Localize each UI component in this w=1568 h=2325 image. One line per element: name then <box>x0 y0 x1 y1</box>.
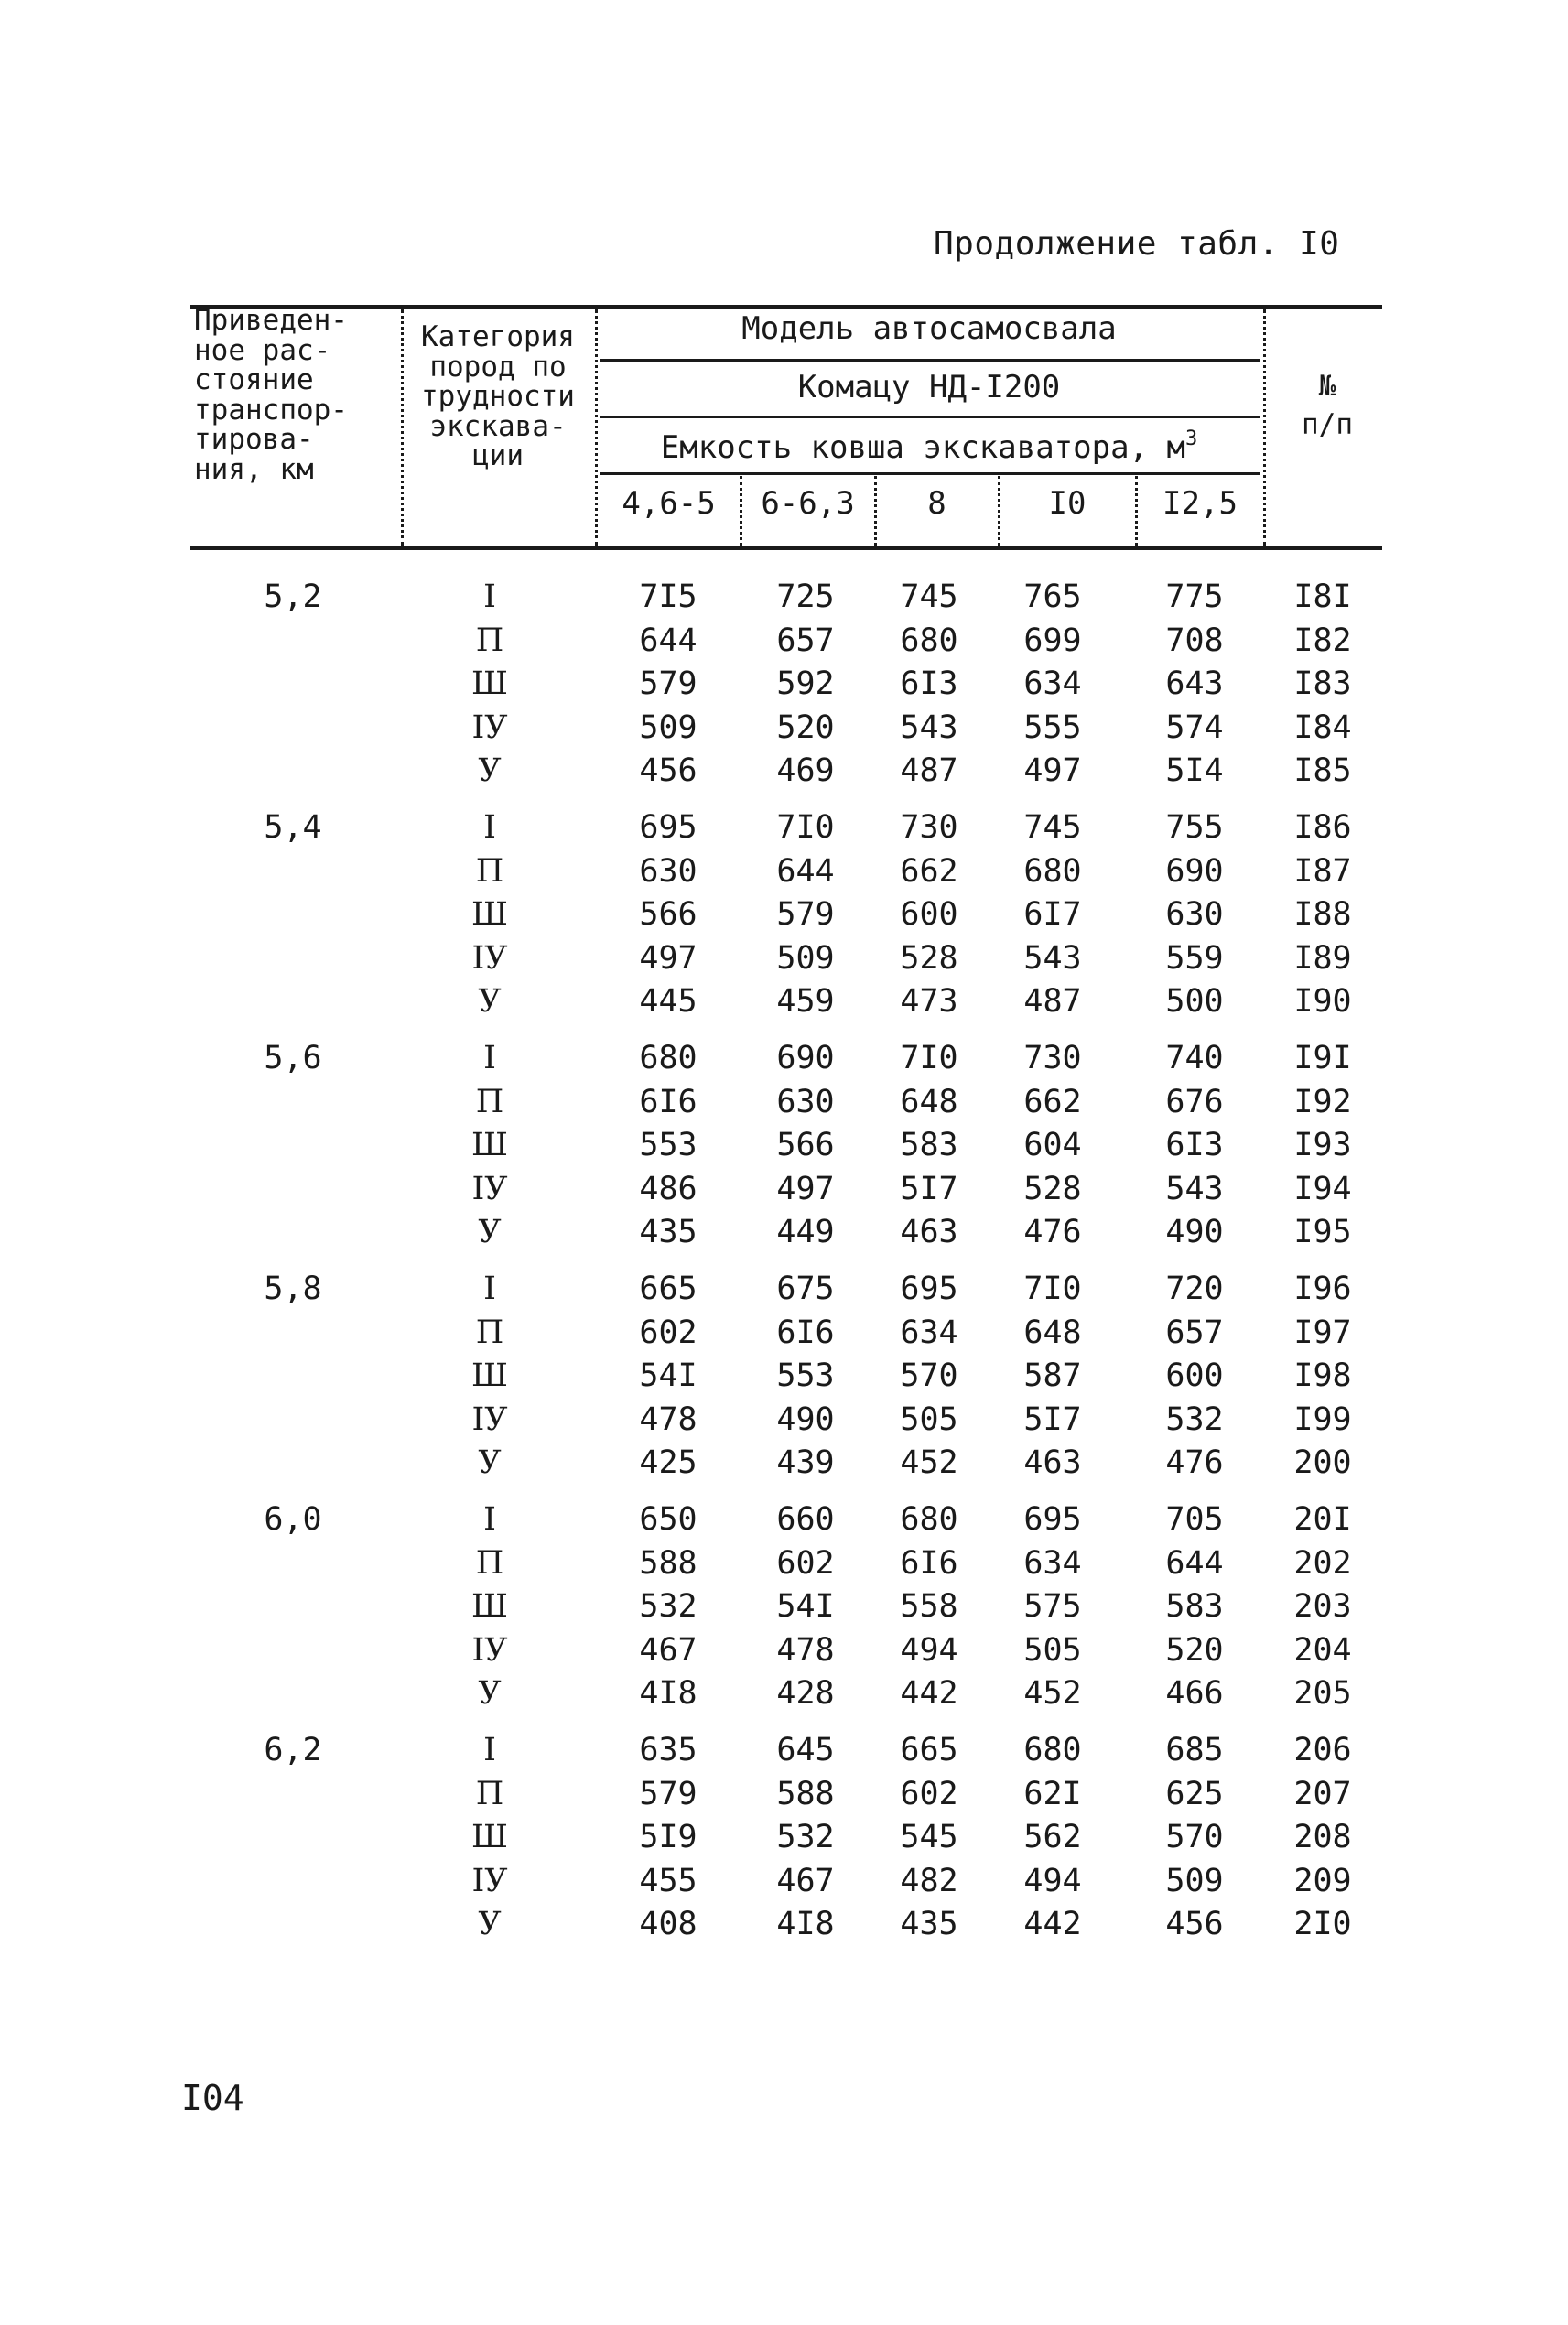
row-number-cell: I90 <box>1293 983 1352 1020</box>
row-number-cell: I86 <box>1293 809 1352 846</box>
category-cell: Ш <box>471 1357 508 1394</box>
row-number-cell: I82 <box>1293 622 1352 659</box>
table-row <box>0 1588 1568 1630</box>
value-cell: 583 <box>1165 1588 1224 1625</box>
cap-divider-1 <box>740 476 742 546</box>
category-cell: У <box>478 1675 502 1712</box>
value-cell: 6I7 <box>1023 896 1082 933</box>
category-cell: У <box>478 752 502 789</box>
value-cell: 588 <box>776 1776 835 1812</box>
value-cell: 455 <box>639 1863 697 1899</box>
value-cell: 6I6 <box>639 1084 697 1120</box>
value-cell: 520 <box>1165 1632 1224 1669</box>
value-cell: 463 <box>900 1214 958 1250</box>
value-cell: 755 <box>1165 809 1224 846</box>
row-number-cell: I83 <box>1293 665 1352 702</box>
table-row <box>0 1314 1568 1357</box>
table-row <box>0 1732 1568 1774</box>
value-cell: 566 <box>776 1127 835 1163</box>
table-row <box>0 1906 1568 1948</box>
value-cell: 473 <box>900 983 958 1020</box>
table-row <box>0 1040 1568 1082</box>
header-truck-model: Комацу НД-I200 <box>797 369 1061 406</box>
value-cell: 553 <box>639 1127 697 1163</box>
category-cell: Ш <box>471 1588 508 1625</box>
bucket-capacity-label: Емкость ковша экскаватора, м <box>660 429 1185 466</box>
value-cell: 644 <box>776 853 835 890</box>
value-cell: 559 <box>1165 940 1224 977</box>
table-row <box>0 622 1568 665</box>
row-number-cell: 205 <box>1293 1675 1352 1712</box>
value-cell: 695 <box>1023 1501 1082 1538</box>
value-cell: 579 <box>639 1776 697 1812</box>
table-row <box>0 1863 1568 1905</box>
category-cell: I <box>483 1732 496 1768</box>
category-cell: I <box>483 809 496 846</box>
row-number-cell: I84 <box>1293 709 1352 746</box>
category-cell: Ш <box>471 896 508 933</box>
row-number-cell: I92 <box>1293 1084 1352 1120</box>
value-cell: 5I9 <box>639 1819 697 1855</box>
row-number-cell: 209 <box>1293 1863 1352 1899</box>
value-cell: 725 <box>776 579 835 615</box>
value-cell: 676 <box>1165 1084 1224 1120</box>
value-cell: 497 <box>639 940 697 977</box>
value-cell: 439 <box>776 1444 835 1481</box>
value-cell: 634 <box>900 1314 958 1351</box>
distance-cell: 5,8 <box>264 1271 322 1307</box>
header-rule-1 <box>600 359 1260 362</box>
table-row <box>0 1401 1568 1444</box>
table-row <box>0 1084 1568 1126</box>
value-cell: 570 <box>900 1357 958 1394</box>
row-number-cell: I98 <box>1293 1357 1352 1394</box>
value-cell: 600 <box>1165 1357 1224 1394</box>
value-cell: 680 <box>639 1040 697 1076</box>
value-cell: 487 <box>900 752 958 789</box>
value-cell: 528 <box>1023 1171 1082 1207</box>
table-row <box>0 1127 1568 1169</box>
value-cell: 543 <box>900 709 958 746</box>
value-cell: 456 <box>639 752 697 789</box>
value-cell: 497 <box>1023 752 1082 789</box>
table-row <box>0 1171 1568 1213</box>
row-number-cell: 206 <box>1293 1732 1352 1768</box>
distance-cell: 6,0 <box>264 1501 322 1538</box>
category-cell: I <box>483 1501 496 1538</box>
distance-cell: 5,4 <box>264 809 322 846</box>
header-number: № п/п <box>1302 370 1353 441</box>
value-cell: 490 <box>1165 1214 1224 1250</box>
value-cell: 765 <box>1023 579 1082 615</box>
page-number: I04 <box>181 2078 244 2118</box>
value-cell: 575 <box>1023 1588 1082 1625</box>
value-cell: 730 <box>1023 1040 1082 1076</box>
value-cell: 634 <box>1023 665 1082 702</box>
value-cell: 625 <box>1165 1776 1224 1812</box>
value-cell: 466 <box>1165 1675 1224 1712</box>
distance-cell: 6,2 <box>264 1732 322 1768</box>
value-cell: 558 <box>900 1588 958 1625</box>
value-cell: 449 <box>776 1214 835 1250</box>
value-cell: 699 <box>1023 622 1082 659</box>
value-cell: 7I5 <box>639 579 697 615</box>
capacity-header: 6-6,3 <box>761 485 855 522</box>
value-cell: 680 <box>900 1501 958 1538</box>
table-row <box>0 1444 1568 1487</box>
category-cell: У <box>478 983 502 1020</box>
value-cell: 562 <box>1023 1819 1082 1855</box>
value-cell: 7I0 <box>776 809 835 846</box>
value-cell: 690 <box>1165 853 1224 890</box>
category-cell: I <box>483 579 496 615</box>
value-cell: 745 <box>1023 809 1082 846</box>
table-row <box>0 1501 1568 1543</box>
value-cell: 442 <box>900 1675 958 1712</box>
value-cell: 478 <box>776 1632 835 1669</box>
category-cell: IУ <box>471 1401 508 1438</box>
table-row <box>0 1357 1568 1400</box>
header-model: Модель автосамосвала <box>741 310 1117 347</box>
value-cell: 5I4 <box>1165 752 1224 789</box>
category-cell: У <box>478 1214 502 1250</box>
value-cell: 6I6 <box>776 1314 835 1351</box>
row-number-cell: I85 <box>1293 752 1352 789</box>
value-cell: 645 <box>776 1732 835 1768</box>
value-cell: 644 <box>639 622 697 659</box>
value-cell: 602 <box>639 1314 697 1351</box>
value-cell: 6I6 <box>900 1545 958 1582</box>
row-number-cell: I99 <box>1293 1401 1352 1438</box>
capacity-header: I2,5 <box>1162 485 1238 522</box>
value-cell: 532 <box>1165 1401 1224 1438</box>
category-cell: П <box>475 1776 504 1812</box>
value-cell: 730 <box>900 809 958 846</box>
value-cell: 532 <box>776 1819 835 1855</box>
category-cell: У <box>478 1444 502 1481</box>
value-cell: 54I <box>639 1357 697 1394</box>
value-cell: 574 <box>1165 709 1224 746</box>
row-number-cell: I94 <box>1293 1171 1352 1207</box>
value-cell: 509 <box>1165 1863 1224 1899</box>
value-cell: 650 <box>639 1501 697 1538</box>
value-cell: 648 <box>900 1084 958 1120</box>
value-cell: 579 <box>776 896 835 933</box>
value-cell: 644 <box>1165 1545 1224 1582</box>
table-row <box>0 1776 1568 1818</box>
value-cell: 604 <box>1023 1127 1082 1163</box>
value-cell: 690 <box>776 1040 835 1076</box>
value-cell: 648 <box>1023 1314 1082 1351</box>
value-cell: 708 <box>1165 622 1224 659</box>
row-number-cell: 203 <box>1293 1588 1352 1625</box>
value-cell: 442 <box>1023 1906 1082 1942</box>
value-cell: 680 <box>1023 853 1082 890</box>
row-number-cell: I93 <box>1293 1127 1352 1163</box>
value-cell: 630 <box>1165 896 1224 933</box>
value-cell: 543 <box>1165 1171 1224 1207</box>
table-header-bottom-rule <box>190 546 1382 550</box>
row-number-cell: I9I <box>1293 1040 1352 1076</box>
row-number-cell: 207 <box>1293 1776 1352 1812</box>
value-cell: 452 <box>900 1444 958 1481</box>
category-cell: Ш <box>471 1819 508 1855</box>
table-row <box>0 896 1568 938</box>
value-cell: 532 <box>639 1588 697 1625</box>
value-cell: 600 <box>900 896 958 933</box>
value-cell: 520 <box>776 709 835 746</box>
value-cell: 7I0 <box>1023 1271 1082 1307</box>
value-cell: 660 <box>776 1501 835 1538</box>
bucket-unit-sup: 3 <box>1184 427 1198 450</box>
value-cell: 665 <box>900 1732 958 1768</box>
value-cell: 720 <box>1165 1271 1224 1307</box>
category-cell: IУ <box>471 1863 508 1899</box>
value-cell: 657 <box>1165 1314 1224 1351</box>
value-cell: 657 <box>776 622 835 659</box>
table-row <box>0 1214 1568 1256</box>
value-cell: 570 <box>1165 1819 1224 1855</box>
value-cell: 467 <box>639 1632 697 1669</box>
value-cell: 509 <box>639 709 697 746</box>
category-cell: IУ <box>471 1171 508 1207</box>
value-cell: 592 <box>776 665 835 702</box>
value-cell: 695 <box>900 1271 958 1307</box>
value-cell: 476 <box>1023 1214 1082 1250</box>
value-cell: 467 <box>776 1863 835 1899</box>
category-cell: П <box>475 622 504 659</box>
row-number-cell: 208 <box>1293 1819 1352 1855</box>
cap-divider-3 <box>998 476 1000 546</box>
value-cell: 445 <box>639 983 697 1020</box>
value-cell: 685 <box>1165 1732 1224 1768</box>
value-cell: 579 <box>639 665 697 702</box>
category-cell: П <box>475 853 504 890</box>
row-number-cell: I95 <box>1293 1214 1352 1250</box>
value-cell: 695 <box>639 809 697 846</box>
value-cell: 675 <box>776 1271 835 1307</box>
cap-divider-4 <box>1135 476 1138 546</box>
value-cell: 505 <box>900 1401 958 1438</box>
value-cell: 665 <box>639 1271 697 1307</box>
category-cell: IУ <box>471 1632 508 1669</box>
value-cell: 662 <box>1023 1084 1082 1120</box>
table-row <box>0 983 1568 1025</box>
value-cell: 566 <box>639 896 697 933</box>
value-cell: 555 <box>1023 709 1082 746</box>
capacity-header: 4,6-5 <box>622 485 716 522</box>
header-rule-3 <box>600 472 1260 475</box>
value-cell: 545 <box>900 1819 958 1855</box>
table-row <box>0 1271 1568 1313</box>
capacity-header: I0 <box>1048 485 1087 522</box>
value-cell: 5I7 <box>900 1171 958 1207</box>
value-cell: 408 <box>639 1906 697 1942</box>
value-cell: 553 <box>776 1357 835 1394</box>
table-row <box>0 809 1568 851</box>
table-caption: Продолжение табл. I0 <box>934 225 1340 263</box>
category-cell: I <box>483 1040 496 1076</box>
value-cell: 428 <box>776 1675 835 1712</box>
value-cell: 425 <box>639 1444 697 1481</box>
table-row <box>0 940 1568 982</box>
value-cell: 643 <box>1165 665 1224 702</box>
value-cell: 500 <box>1165 983 1224 1020</box>
row-number-cell: 204 <box>1293 1632 1352 1669</box>
value-cell: 486 <box>639 1171 697 1207</box>
value-cell: 602 <box>900 1776 958 1812</box>
table-row <box>0 1545 1568 1587</box>
value-cell: 469 <box>776 752 835 789</box>
header-distance: Приведен- ное рас- стояние транспор- тирова- ния, км <box>194 304 348 486</box>
value-cell: 634 <box>1023 1545 1082 1582</box>
value-cell: 583 <box>900 1127 958 1163</box>
value-cell: 740 <box>1165 1040 1224 1076</box>
value-cell: 478 <box>639 1401 697 1438</box>
header-bucket-capacity <box>600 428 1259 465</box>
row-number-cell: I87 <box>1293 853 1352 890</box>
value-cell: 635 <box>639 1732 697 1768</box>
table-row <box>0 752 1568 795</box>
value-cell: 497 <box>776 1171 835 1207</box>
cap-divider-2 <box>874 476 877 546</box>
value-cell: 630 <box>776 1084 835 1120</box>
value-cell: 476 <box>1165 1444 1224 1481</box>
value-cell: 509 <box>776 940 835 977</box>
value-cell: 705 <box>1165 1501 1224 1538</box>
col-divider-1 <box>401 309 404 546</box>
value-cell: 587 <box>1023 1357 1082 1394</box>
col-divider-3 <box>1263 309 1266 546</box>
value-cell: 4I8 <box>639 1675 697 1712</box>
value-cell: 630 <box>639 853 697 890</box>
distance-cell: 5,6 <box>264 1040 322 1076</box>
header-rule-2 <box>600 416 1260 418</box>
value-cell: 543 <box>1023 940 1082 977</box>
row-number-cell: 202 <box>1293 1545 1352 1582</box>
category-cell: П <box>475 1314 504 1351</box>
value-cell: 452 <box>1023 1675 1082 1712</box>
row-number-cell: 20I <box>1293 1501 1352 1538</box>
row-number-cell: I97 <box>1293 1314 1352 1351</box>
capacity-header: 8 <box>927 485 946 522</box>
row-number-cell: I96 <box>1293 1271 1352 1307</box>
category-cell: П <box>475 1545 504 1582</box>
row-number-cell: I89 <box>1293 940 1352 977</box>
row-number-cell: 200 <box>1293 1444 1352 1481</box>
table-row <box>0 1632 1568 1674</box>
col-divider-2 <box>595 309 598 546</box>
value-cell: 588 <box>639 1545 697 1582</box>
value-cell: 494 <box>900 1632 958 1669</box>
category-cell: I <box>483 1271 496 1307</box>
value-cell: 4I8 <box>776 1906 835 1942</box>
value-cell: 463 <box>1023 1444 1082 1481</box>
value-cell: 528 <box>900 940 958 977</box>
row-number-cell: 2I0 <box>1293 1906 1352 1942</box>
value-cell: 505 <box>1023 1632 1082 1669</box>
value-cell: 602 <box>776 1545 835 1582</box>
value-cell: 680 <box>1023 1732 1082 1768</box>
value-cell: 435 <box>900 1906 958 1942</box>
table-row <box>0 665 1568 708</box>
distance-cell: 5,2 <box>264 579 322 615</box>
value-cell: 490 <box>776 1401 835 1438</box>
table-row <box>0 709 1568 752</box>
category-cell: П <box>475 1084 504 1120</box>
row-number-cell: I88 <box>1293 896 1352 933</box>
value-cell: 7I0 <box>900 1040 958 1076</box>
value-cell: 494 <box>1023 1863 1082 1899</box>
value-cell: 435 <box>639 1214 697 1250</box>
category-cell: IУ <box>471 709 508 746</box>
value-cell: 482 <box>900 1863 958 1899</box>
table-row <box>0 1675 1568 1717</box>
category-cell: У <box>478 1906 502 1942</box>
value-cell: 6I3 <box>1165 1127 1224 1163</box>
value-cell: 487 <box>1023 983 1082 1020</box>
value-cell: 775 <box>1165 579 1224 615</box>
table-row <box>0 1819 1568 1861</box>
value-cell: 6I3 <box>900 665 958 702</box>
table-row <box>0 853 1568 895</box>
value-cell: 456 <box>1165 1906 1224 1942</box>
value-cell: 5I7 <box>1023 1401 1082 1438</box>
category-cell: Ш <box>471 1127 508 1163</box>
category-cell: IУ <box>471 940 508 977</box>
value-cell: 680 <box>900 622 958 659</box>
header-category: Категория пород по трудности экскава- ции <box>421 320 575 473</box>
value-cell: 459 <box>776 983 835 1020</box>
value-cell: 662 <box>900 853 958 890</box>
category-cell: Ш <box>471 665 508 702</box>
row-number-cell: I8I <box>1293 579 1352 615</box>
value-cell: 62I <box>1023 1776 1082 1812</box>
value-cell: 745 <box>900 579 958 615</box>
value-cell: 54I <box>776 1588 835 1625</box>
table-row <box>0 579 1568 621</box>
